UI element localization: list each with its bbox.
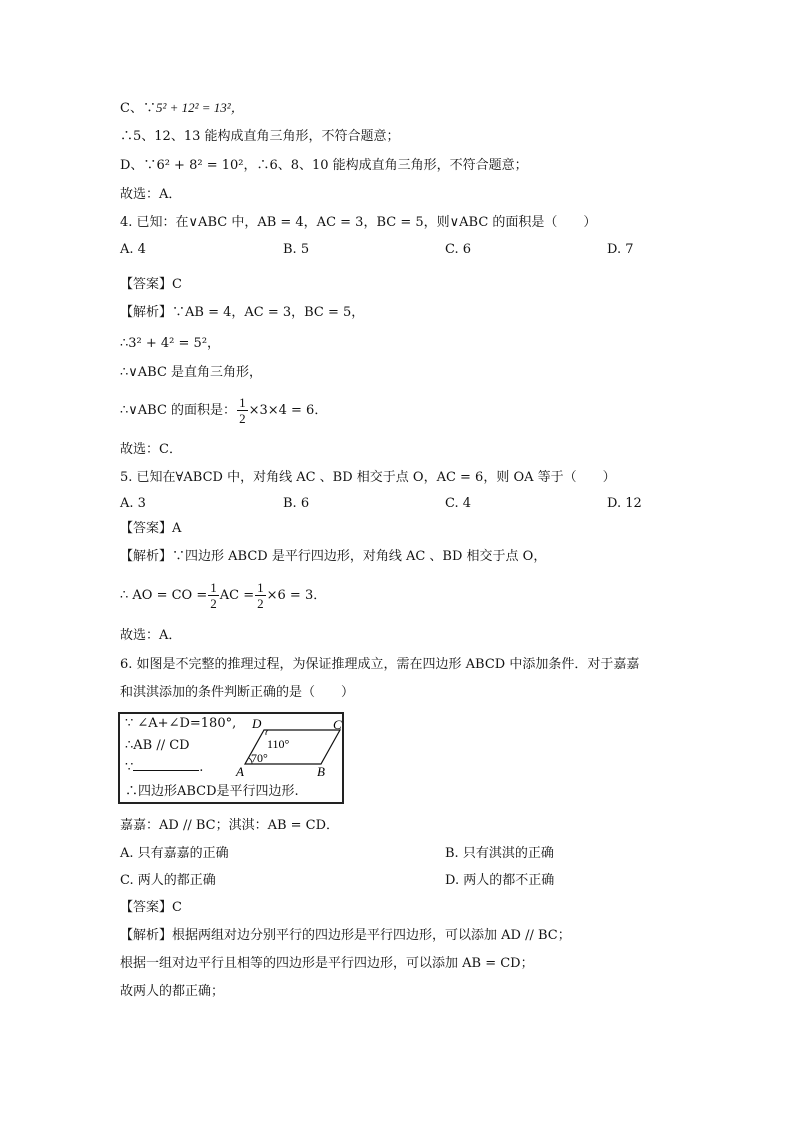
option-c-reason [120,99,244,118]
vertex-a-label: A [236,764,244,779]
q6-option-d: D. 两人的都不正确 [445,873,555,888]
option-c-label: C、∵ [120,101,156,116]
q4-analysis-1: 【解析】∵AB = 4，AC = 3，BC = 5， [120,305,365,320]
q4-option-a: A. 4 [120,242,146,257]
q4-fraction-numerator: 1 [239,395,246,410]
q4-analysis-4 [120,394,327,428]
q5-fraction-2-numerator: 1 [257,580,264,595]
q4-area-suffix: ×3×4 = 6． [248,403,328,418]
q5-analysis-1: 【解析】∵四边形 ABCD 是平行四边形，对角线 AC 、BD 相交于点 O， [120,549,547,564]
q5-option-d: D. 12 [607,496,642,511]
q6-option-c: C. 两人的都正确 [120,873,216,888]
q4-answer: 【答案】C [120,277,182,292]
q5-fraction-1-numerator: 1 [210,580,217,595]
q4-fraction [237,395,248,426]
q6-option-a: A. 只有嘉嘉的正确 [120,846,229,861]
angle-a-value: 70° [251,751,268,765]
q5-fraction-2 [255,580,266,611]
q5-ao-suffix: ×6 = 3． [266,588,327,603]
q4-analysis-3: ∴∨ABC 是直角三角形， [120,365,263,380]
angle-d-arc [266,730,268,735]
q5-fraction-1-denominator: 2 [210,596,217,611]
select-a-line: 故选：A． [120,187,182,202]
q5-fraction-1 [208,580,219,611]
parallelogram-diagram [235,718,343,780]
option-d-expression: 6² + 8² = 10²，∴6、8、10 能构成直角三角形，不符合题意； [156,158,528,173]
q4-stem: 4. 已知：在∨ABC 中，AB = 4，AC = 3，BC = 5，则∨ABC 的面积是（ ） [120,215,597,230]
angle-d-value: 110° [267,737,290,751]
q5-ao-middle: AC = [219,588,255,603]
q5-fraction-2-denominator: 2 [257,596,264,611]
q4-select: 故选：C． [120,442,182,457]
q6-stem-2: 和淇淇添加的条件判断正确的是（ ） [120,685,355,700]
q6-option-b: B. 只有淇淇的正确 [445,846,554,861]
q5-option-b: B. 6 [283,496,310,511]
figure-line-1: ∵ ∠A+∠D=180°, [125,716,237,731]
q6-stem-1: 6. 如图是不完整的推理过程，为保证推理成立，需在四边形 ABCD 中添加条件．对于嘉嘉 [120,657,640,672]
q4-option-d: D. 7 [607,242,634,257]
q6-conditions: 嘉嘉：AD // BC；淇淇：AB = CD． [120,818,340,833]
option-d-reason [120,157,528,175]
vertex-c-label: C [333,718,342,732]
q4-area-prefix: ∴∨ABC 的面积是： [120,403,237,418]
q5-ao-prefix: ∴ AO = CO = [120,588,208,603]
q4-option-b: B. 5 [283,242,310,257]
option-c-expression: 5² + 12² = 13²， [155,100,244,115]
q6-figure-box [118,712,344,804]
figure-line-2: ∴AB // CD [125,738,190,753]
option-d-label: D、∵ [120,158,157,173]
q5-stem: 5. 已知在∀ABCD 中，对角线 AC 、BD 相交于点 O，AC = 6，则 OA 等于（ ） [120,470,616,485]
q5-option-c: C. 4 [445,496,472,511]
q6-analysis-3: 故两人的都正确； [120,984,225,999]
q4-option-c: C. 6 [445,242,472,257]
figure-blank [133,760,199,771]
q4-fraction-denominator: 2 [239,411,246,426]
figure-line-4: ∴四边形ABCD是平行四边形. [125,784,299,799]
figure-line-3 [125,760,203,776]
q5-select: 故选：A． [120,628,182,643]
q5-answer: 【答案】A [120,521,182,536]
q5-analysis-2 [120,579,326,613]
option-c-result: ∴5、12、13 能构成直角三角形，不符合题意； [120,129,400,144]
figure-line-3-period: . [199,760,204,775]
vertex-d-label: D [252,718,262,731]
q6-analysis-2: 根据一组对边平行且相等的四边形是平行四边形，可以添加 AB = CD； [120,956,534,971]
q4-analysis-2: ∴3² + 4² = 5²， [120,336,221,351]
figure-line-3-because: ∵ [125,760,134,775]
q6-analysis-1: 【解析】根据两组对边分别平行的四边形是平行四边形，可以添加 AD // BC； [120,928,571,943]
q5-option-a: A. 3 [120,496,146,511]
vertex-b-label: B [317,764,325,779]
q6-answer: 【答案】C [120,900,182,915]
